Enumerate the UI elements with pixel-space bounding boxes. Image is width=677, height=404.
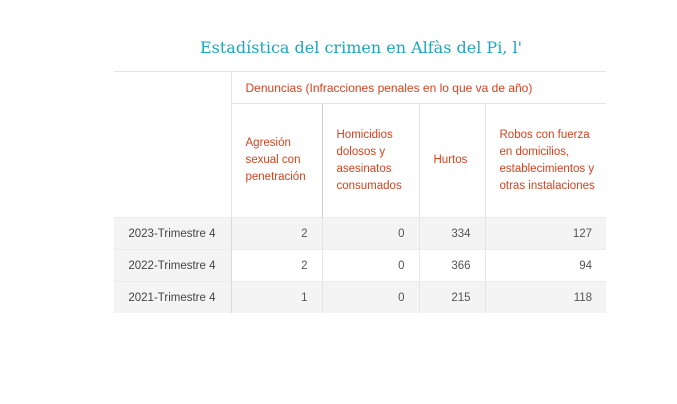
table-cell: 0 [322,218,419,250]
table-cell: 2 [231,218,322,250]
row-label: 2023-Trimestre 4 [114,218,231,250]
chart-title: Estadística del crimen en Alfàs del Pi, l' [199,38,522,57]
column-header: Hurtos [419,104,485,218]
group-header: Denuncias (Infracciones penales en lo que va de año) [231,72,606,104]
table-cell: 2 [231,250,322,282]
table-cell: 127 [485,218,606,250]
table-cell: 1 [231,282,322,314]
table-corner [114,72,231,218]
table-cell: 118 [485,282,606,314]
table-cell: 94 [485,250,606,282]
row-label: 2021-Trimestre 4 [114,282,231,314]
table-row [114,282,606,314]
table-cell: 334 [419,218,485,250]
table-cell: 0 [322,282,419,314]
column-header: Homicidios dolosos y asesinatos consumados [322,104,419,218]
table-row [114,250,606,282]
table-cell: 366 [419,250,485,282]
column-header: Agresión sexual con penetración [231,104,322,218]
crime-stats-table [114,71,606,313]
column-header: Robos con fuerza en domicilios, establecimientos y otras instalaciones [499,128,595,192]
table-row [114,218,606,250]
table-cell: 0 [322,250,419,282]
table-cell: 215 [419,282,485,314]
row-label: 2022-Trimestre 4 [114,250,231,282]
